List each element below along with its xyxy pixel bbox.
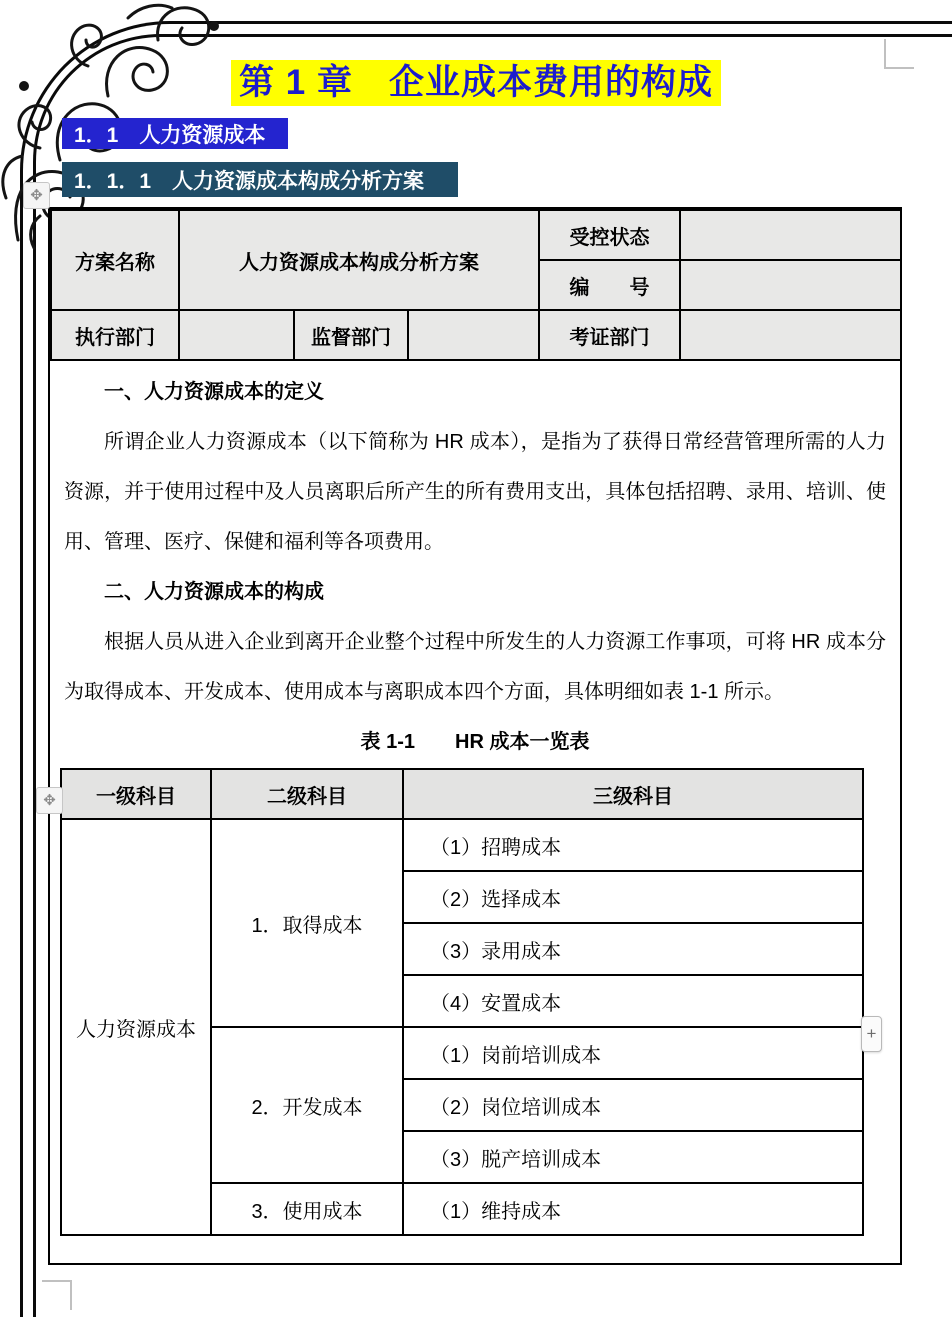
section-2-paragraph: 根据人员从进入企业到离开企业整个过程中所发生的人力资源工作事项，可将 HR 成本分为取得成本、开发成本、使用成本与离职成本四个方面，具体明细如表 1-1 所示。 [64, 631, 886, 703]
title-row [0, 60, 952, 106]
number-value [680, 260, 901, 310]
level3-cell: （4）安置成本 [403, 975, 863, 1027]
cost-table-caption: 表 1-1 HR 成本一览表 [360, 731, 590, 753]
level2-cell-acquisition: 1．取得成本 [211, 819, 403, 1027]
margin-crop-mark-top-right [884, 39, 914, 69]
number-label: 编 号 [539, 260, 680, 310]
supervise-dept-value [408, 310, 539, 360]
col-header-level3: 三级科目 [403, 769, 863, 819]
level3-cell: （2）选择成本 [403, 871, 863, 923]
level3-cell: （1）岗前培训成本 [403, 1027, 863, 1079]
level3-cell: （3）录用成本 [403, 923, 863, 975]
exec-dept-label: 执行部门 [51, 310, 179, 360]
subsection-heading-band: 1．1．1 人力资源成本构成分析方案 [62, 162, 458, 197]
supervise-dept-label: 监督部门 [294, 310, 408, 360]
section-heading-band: 1．1 人力资源成本 [62, 118, 288, 149]
level2-cell-development: 2．开发成本 [211, 1027, 403, 1183]
insert-plus-button[interactable]: + [861, 1016, 882, 1052]
content-box [48, 207, 902, 1265]
margin-crop-mark-bottom-left [42, 1280, 72, 1310]
level2-cell-usage: 3．使用成本 [211, 1183, 403, 1235]
plan-info-table [50, 209, 902, 361]
level3-cell: （3）脱产培训成本 [403, 1131, 863, 1183]
plan-name-value: 人力资源成本构成分析方案 [179, 210, 539, 310]
section-1-heading: 一、人力资源成本的定义 [104, 381, 324, 403]
level3-cell: （1）招聘成本 [403, 819, 863, 871]
verify-dept-label: 考证部门 [539, 310, 680, 360]
plan-name-label: 方案名称 [51, 210, 179, 310]
col-header-level2: 二级科目 [211, 769, 403, 819]
body-text-area [50, 361, 900, 767]
col-header-level1: 一级科目 [61, 769, 211, 819]
section-2-heading: 二、人力资源成本的构成 [104, 581, 324, 603]
hr-cost-table [60, 768, 864, 1236]
table-move-handle-icon[interactable]: ✥ [36, 787, 63, 814]
section-1-paragraph: 所谓企业人力资源成本（以下简称为 HR 成本），是指为了获得日常经营管理所需的人力资源，并于使用过程中及人员离职后所产生的所有费用支出，具体包括招聘、录用、培训、使用、管理、医疗、保健和福利等各项费用。 [64, 431, 886, 553]
level1-cell: 人力资源成本 [61, 819, 211, 1235]
level3-cell: （2）岗位培训成本 [403, 1079, 863, 1131]
controlled-status-label: 受控状态 [539, 210, 680, 260]
table-move-handle-icon[interactable]: ✥ [23, 182, 50, 209]
level3-cell: （1）维持成本 [403, 1183, 863, 1235]
exec-dept-value [179, 310, 294, 360]
controlled-status-value [680, 210, 901, 260]
chapter-title: 第 1 章 企业成本费用的构成 [231, 60, 721, 106]
verify-dept-value [680, 310, 901, 360]
